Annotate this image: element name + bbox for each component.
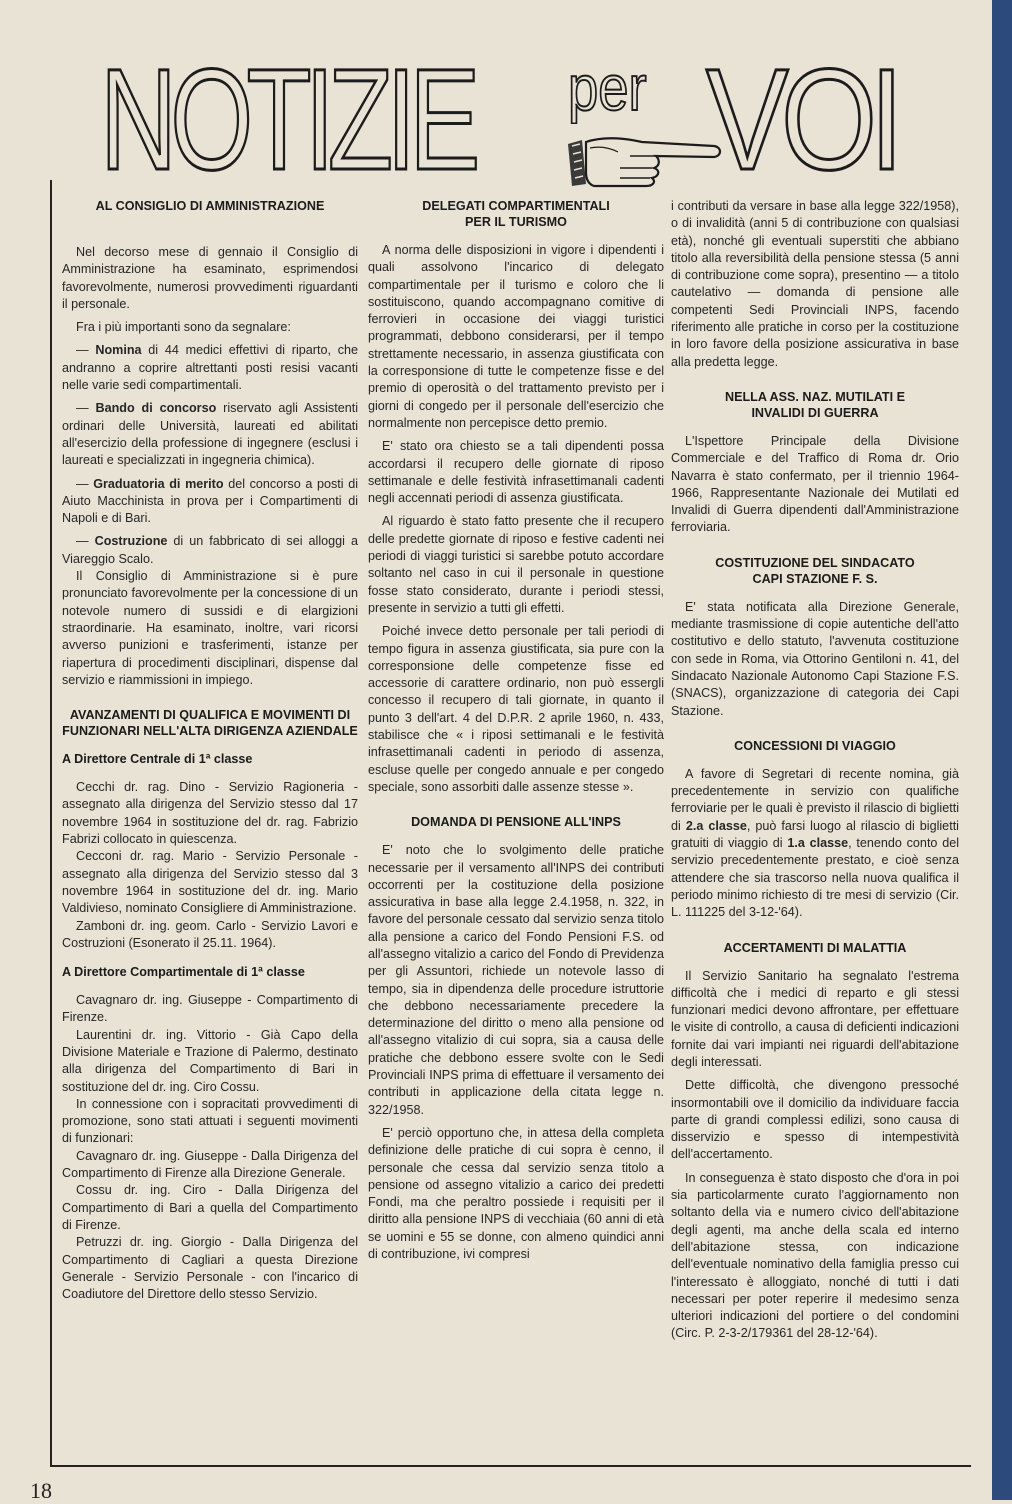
column-3 bbox=[671, 198, 959, 1343]
column-2 bbox=[368, 198, 664, 1263]
paragraph: A norma delle disposizioni in vigore i dipendenti i quali assolvono l'incarico di delegato compartimentale per il turismo e coloro che li sostituiscono, quando accompagnano comitive di ferrovieri in occasione dei viaggi turistici programmati, debbono considerarsi, per il tempo strettamente necessario, in assenza giustificata con la corresponsione di tutte le competenze fisse e del premio di operosità o del trattamento previsto per i giorni di congedo per il personale dell'esercizio che normalmente non percepisce detto premio. bbox=[368, 243, 664, 430]
paragraph: Cossu dr. ing. Ciro - Dalla Dirigenza del Compartimento di Bari a quella del Compartimento di Firenze. bbox=[62, 1183, 358, 1232]
masthead bbox=[100, 39, 930, 200]
paragraph: i contributi da versare in base alla legge 322/1958), o di invalidità (anni 5 di contribuzione con qualsiasi età), nonché gli eventuali superstiti che abbiano titolo alla reversibilità della pensione stessa (5 anni di contribuzione come sopra), presentino — a titolo cautelativo — domanda di pensione alle competenti Sedi Provinciali INPS, facendo riferimento alle pratiche in corso per la costituzione in loro favore della posizione assicurativa in base alla predetta legge. bbox=[671, 199, 959, 369]
paragraph: Il Consiglio di Amministrazione si è pure pronunciato favorevolmente per la concessione di un notevole numero di sussidi e di elargizioni straordinarie. Ha esaminato, inoltre, vari ricorsi avverso punizioni e trasferimenti, istanze per riapertura di procedimenti disciplinari, dispense dal servizio e riammissioni in impiego. bbox=[62, 569, 358, 687]
masthead-word-notizie: NOTIZIE bbox=[100, 39, 474, 200]
list-item-bando: — Bando di concorso riservato agli Assistenti ordinari delle Università, laureati ed abilitati all'esercizio della professione di ingegnere (esclusi i laureati e specializzati in ingegneria chimica). bbox=[62, 401, 358, 468]
paragraph-concessioni: A favore di Segretari di recente nomina, già precedentemente in servizio con qualifiche ferroviarie per le quali è previsto il rilascio di biglietti di 2.a classe, può farsi luogo al rilascio di biglietti gratuiti di viaggio di 1.a classe, tenendo conto del servizio precedentemente prestato, e cioè senza attendere che sia trascorso nella nuova qualifica il periodo minimo richiesto di tre mesi di servizio (Cir. L. 111225 del 3-12-'64). bbox=[671, 766, 959, 920]
column-1 bbox=[62, 198, 358, 1303]
subheading-direttore-centrale: A Direttore Centrale di 1ª classe bbox=[62, 752, 253, 767]
paragraph: Al riguardo è stato fatto presente che il recupero delle predette giornate di riposo e festive cadenti nei periodi di viaggi turistici si sarebbe potuto accordare soltanto nel caso in cui il personale in questione fosse stato considerato, durante i periodi stessi, presente in servizio a tutti gli effetti. bbox=[368, 514, 664, 615]
heading-domanda-pensione: DOMANDA DI PENSIONE ALL'INPS bbox=[411, 815, 621, 830]
paragraph: Cecconi dr. rag. Mario - Servizio Personale - assegnato alla dirigenza del Servizio stesso dal 3 novembre 1964 in sostituzione del dr. ing. Mario Valdivieso, nominato Consigliere di Amministrazione. bbox=[62, 849, 358, 916]
paragraph: E' noto che lo svolgimento delle pratiche necessarie per il versamento all'INPS dei contributi occorrenti per la costituzione della posizione assicurativa in base alla legge 2.4.1958, n. 322, in favore del personale cessato dal servizio senza titolo alla pensione a carico del Fondo Pensioni F.S. od all'assegno vitalizio a carico del Fondo di Previdenza per gli Assuntori, richiede un notevole lasso di tempo, sia in dipendenza delle procedure istruttorie che debbono necessariamente precedere la determinazione del diritto o meno alla pensione od all'assegno vitalizio di cui sopra, sia a causa delle pratiche che debbono essere svolte con le Sedi Provinciali INPS prima di effettuare il versamento dei contributi in applicazione della citata legge n. 322/1958. bbox=[368, 843, 664, 1117]
heading-avanzamenti: AVANZAMENTI DI QUALIFICA E MOVIMENTI DI FUNZIONARI NELL'ALTA DIRIGENZA AZIENDALE bbox=[62, 708, 358, 739]
masthead-word-per: per bbox=[568, 52, 647, 124]
paragraph: E' stata notificata alla Direzione Generale, mediante trasmissione di copie autentiche dell'atto costitutivo e dello statuto, l'avvenuta costituzione con sede in Roma, via Ottorino Gentiloni n. 41, del Sindacato Nazionale Autonomo Capi Stazione F.S. (SNACS), organizzazione di categoria dei Capi Stazione. bbox=[671, 599, 959, 718]
paragraph: Petruzzi dr. ing. Giorgio - Dalla Dirigenza del Compartimento di Cagliari a questa Direzione Generale - Servizio Personale - con l'incarico di Coadiutore del Direttore dello stesso Servizio. bbox=[62, 1235, 358, 1302]
page-edge-strip bbox=[992, 0, 1012, 1500]
paragraph: Cavagnaro dr. ing. Giuseppe - Dalla Dirigenza del Compartimento di Firenze alla Direzione Generale. bbox=[62, 1148, 358, 1181]
subheading-direttore-compartimentale: A Direttore Compartimentale di 1ª classe bbox=[62, 965, 305, 980]
masthead-word-voi: VOI bbox=[706, 39, 897, 200]
heading-consiglio-amministrazione: AL CONSIGLIO DI AMMINISTRAZIONE bbox=[95, 199, 325, 213]
list-item-nomina: — Nomina di 44 medici effettivi di riparto, che andranno a coprire altrettanti posti resisi vacanti nelle varie sedi compartimentali. bbox=[62, 343, 359, 393]
paragraph: Dette difficoltà, che divengono pressoché insormontabili ove il domicilio da individuare faccia parte di grandi complessi edilizi, sono causa di disservizio e spesso di intempestività dell'accertamento. bbox=[671, 1078, 959, 1162]
paragraph: L'Ispettore Principale della Divisione Commerciale e del Traffico di Roma dr. Orio Navarra è stato confermato, per il triennio 1964-1966, Rappresentante Nazionale dei Mutilati ed Invalidi di Guerra dipendenti dall'Amministrazione ferroviaria. bbox=[671, 433, 959, 535]
paragraph: E' stato ora chiesto se a tali dipendenti possa accordarsi il recupero delle giornate di riposo settimanale e delle festività infrasettimanali cadenti negli accennati periodi di assenza giustificata. bbox=[368, 439, 664, 506]
heading-mutilati-invalidi: NELLA ASS. NAZ. MUTILATI E INVALIDI DI GUERRA bbox=[724, 389, 906, 420]
heading-concessioni-viaggio: CONCESSIONI DI VIAGGIO bbox=[734, 738, 896, 753]
paragraph: Poiché invece detto personale per tali periodi di tempo figura in assenza giustificata, sia pure con la corresponsione delle competenze fisse ed accessorie di carattere ordinario, non può essergli concesso il recupero di tali giornate, in quanto il punto 3 dell'art. 4 del D.P.R. 2 aprile 1960, n. 433, stabilisce che « i riposi settimanali e le festività infrasettimanali cadenti in periodo di assenza, escluse quelle per congedo annuale e per congedo speciale, sono assorbiti dalle assenze stesse ». bbox=[368, 624, 664, 794]
paragraph: Cecchi dr. rag. Dino - Servizio Ragioneria - assegnato alla dirigenza del Servizio stesso dal 17 novembre 1964 in sostituzione del dr. rag. Fabrizio Fabrizi collocato in quiescenza. bbox=[62, 780, 358, 847]
heading-delegati-compartimentali: DELEGATI COMPARTIMENTALI PER IL TURISMO bbox=[422, 199, 610, 229]
paragraph: Nel decorso mese di gennaio il Consiglio di Amministrazione ha esaminato, esprimendosi favorevolmente, numerosi provvedimenti riguardanti il personale. bbox=[62, 245, 358, 311]
paragraph: In conseguenza è stato disposto che d'ora in poi sia particolarmente curato l'aggiornamento non soltanto della via e numero civico dell'abitazione degli agenti, ma anche della scala ed interno dell'abitazione stessa, con indicazione dell'eventuale nominativo della famiglia presso cui l'interessato è alloggiato, nonché di tutti i dati necessari per poter reperire il medesimo senza ulteriori indicazioni del portiere o del condomini (Circ. P. 2-3-2/179361 del 28-12-'64). bbox=[671, 1170, 959, 1341]
paragraph: Laurentini dr. ing. Vittorio - Già Capo della Divisione Materiale e Trazione di Palermo, destinato alla dirigenza del Compartimento di Bari in sostituzione del dr. ing. Ciro Cossu. bbox=[62, 1027, 358, 1094]
paragraph: Il Servizio Sanitario ha segnalato l'estrema difficoltà che i medici di reparto e gli stessi funzionari medici devono affrontare, per effettuare le visite di controllo, a causa di deficienti indicazioni fornite dai vari impianti nei riguardi dell'abitazione degli interessati. bbox=[671, 968, 959, 1069]
list-item-graduatoria: — Graduatoria di merito del concorso a posti di Aiuto Macchinista in prova per i Compartimenti di Napoli e di Bari. bbox=[62, 476, 359, 526]
page-number: 18 bbox=[30, 1478, 52, 1503]
heading-accertamenti-malattia: ACCERTAMENTI DI MALATTIA bbox=[723, 940, 907, 955]
paragraph: Cavagnaro dr. ing. Giuseppe - Compartimento di Firenze. bbox=[62, 993, 358, 1025]
paragraph: E' perciò opportuno che, in attesa della completa definizione delle pratiche di cui sopra è cenno, il personale che cessa dal servizio senza titolo a pensione od assegno vitalizio a carico dei predetti Fondi, ma che peraltro possiede i requisiti per il diritto alla pensione INPS di vecchiaia (60 anni di età se uomini e 55 se donne, con almeno quindici anni di contribuzione, ivi compresi bbox=[368, 1125, 664, 1262]
paragraph: In connessione con i sopracitati provvedimenti di promozione, sono stati attuati i seguenti movimenti di funzionari: bbox=[62, 1096, 358, 1146]
paragraph: Fra i più importanti sono da segnalare: bbox=[76, 320, 291, 335]
paragraph: Zamboni dr. ing. geom. Carlo - Servizio Lavori e Costruzioni (Esonerato il 25.11. 1964). bbox=[62, 918, 358, 950]
list-item-costruzione: — Costruzione di un fabbricato di sei alloggi a Viareggio Scalo. bbox=[62, 534, 358, 566]
heading-sindacato-capi-stazione: COSTITUZIONE DEL SINDACATO CAPI STAZIONE F. S. bbox=[715, 555, 915, 586]
